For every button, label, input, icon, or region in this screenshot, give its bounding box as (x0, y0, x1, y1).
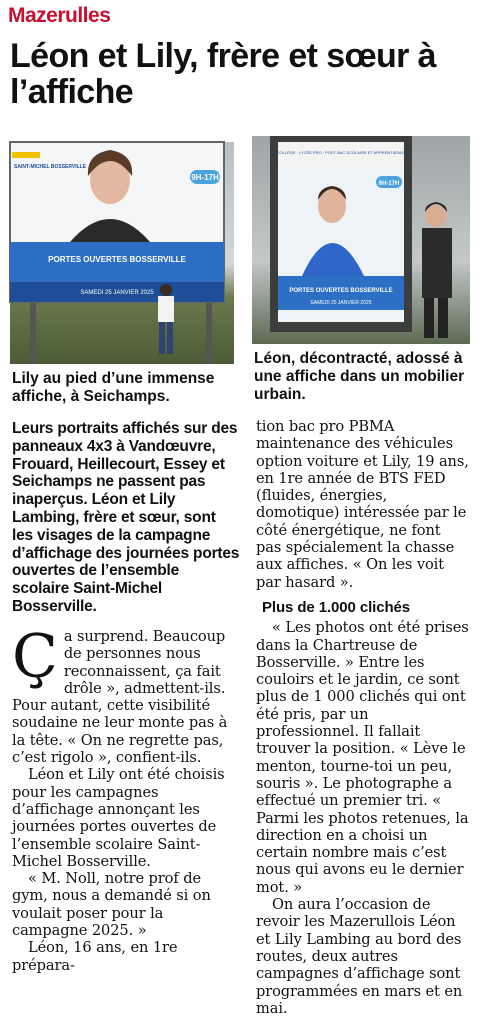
board-time-right: 9H-17H (378, 181, 400, 187)
paragraph-5: tion bac pro PBMA maintenance des véhicules option voiture et Lily, 19 ans, en 1re année de BTS FED (fluides, énergies, domotique) intéressée par le côté énergétique, ne font pas spécialement la chasse aux affiches. « On les voit par hasard ». (256, 418, 469, 591)
paragraph-7: On aura l’occasion de revoir les Mazerullois Léon et Lily Lambing au bord des routes, deux autres campagnes d’affichage sont programmées en mars et en mai. (256, 896, 463, 1017)
board-title-right: PORTES OUVERTES BOSSERVILLE (289, 288, 393, 294)
paragraph-6: « Les photos ont été prises dans la Chartreuse de Bosserville. » Entre les couloirs et le jardin, ce sont plus de 1 000 clichés qui ont été pris, par un professionnel. Il fallait trouver la position. « Lève le menton, tourne-toi un peu, souris ». Le photographe a effectué un premier tri. « Parmi les photos retenues, la direction en a choisi un certain nombre mais c’est nous qui avons eu le dernier mot. » (256, 619, 469, 896)
article-body-right (256, 418, 470, 1017)
paragraph-2: Léon et Lily ont été choisis pour les campagnes d’affichage annonçant les journées portes ouvertes de l’ensemble scolaire Saint-Michel Bosserville. (12, 766, 225, 870)
headline: Léon et Lily, frère et sœur à l’affiche (10, 37, 436, 111)
board-top-right: COLLÈGE · LYCÉE PRO · POST BAC SCOLAIRE ET APPRENTISSAGE (276, 150, 408, 155)
poster-illustration-right (252, 136, 470, 344)
board-date-right: SAMEDI 25 JANVIER 2025 (310, 300, 372, 306)
paragraph-1-text: a surprend. Beaucoup de personnes nous reconnaissent, ça fait drôle », admettent-ils. Pour autant, cette visibilité soudaine ne leur monte pas à la tête. « On ne regrette pas, c’est rigolo », confient-ils. (12, 628, 228, 767)
paragraph-4: Léon, 16 ans, en 1re prépara- (12, 939, 178, 974)
section-label: Mazerulles (8, 4, 111, 27)
article-body-left (12, 622, 240, 974)
board-title-left: PORTES OUVERTES BOSSERVILLE (48, 255, 186, 264)
caption-lily: Lily au pied d’une immense affiche, à Seichamps. (12, 370, 215, 405)
board-logo-left: SAINT-MICHEL BOSSERVILLE (14, 164, 87, 170)
billboard-illustration-left (10, 142, 234, 364)
paragraph-3: « M. Noll, notre prof de gym, nous a demandé si on voulait poser pour la campagne 2025. » (12, 870, 211, 940)
photo-lily-billboard (10, 142, 234, 364)
caption-leon: Léon, décontracté, adossé à une affiche dans un mobilier urbain. (254, 350, 465, 403)
paragraph-1 (12, 622, 240, 767)
board-time-left: 9H-17H (191, 173, 219, 182)
drop-cap: Ç (12, 622, 58, 692)
subheading: Plus de 1.000 clichés (262, 598, 410, 616)
board-date-left: SAMEDI 25 JANVIER 2025 (80, 290, 154, 296)
article-lead: Leurs portraits affichés sur des panneaux 4x3 à Vandœuvre, Frouard, Heillecourt, Essey et Seichamps ne passent pas inaperçus. Léon et Lily Lambing, frère et sœur, sont les visages de la campagne d’affichage des journées portes ouvertes de l’ensemble scolaire Saint-Michel Bosserville. (12, 420, 240, 615)
photo-leon-poster (252, 136, 470, 344)
